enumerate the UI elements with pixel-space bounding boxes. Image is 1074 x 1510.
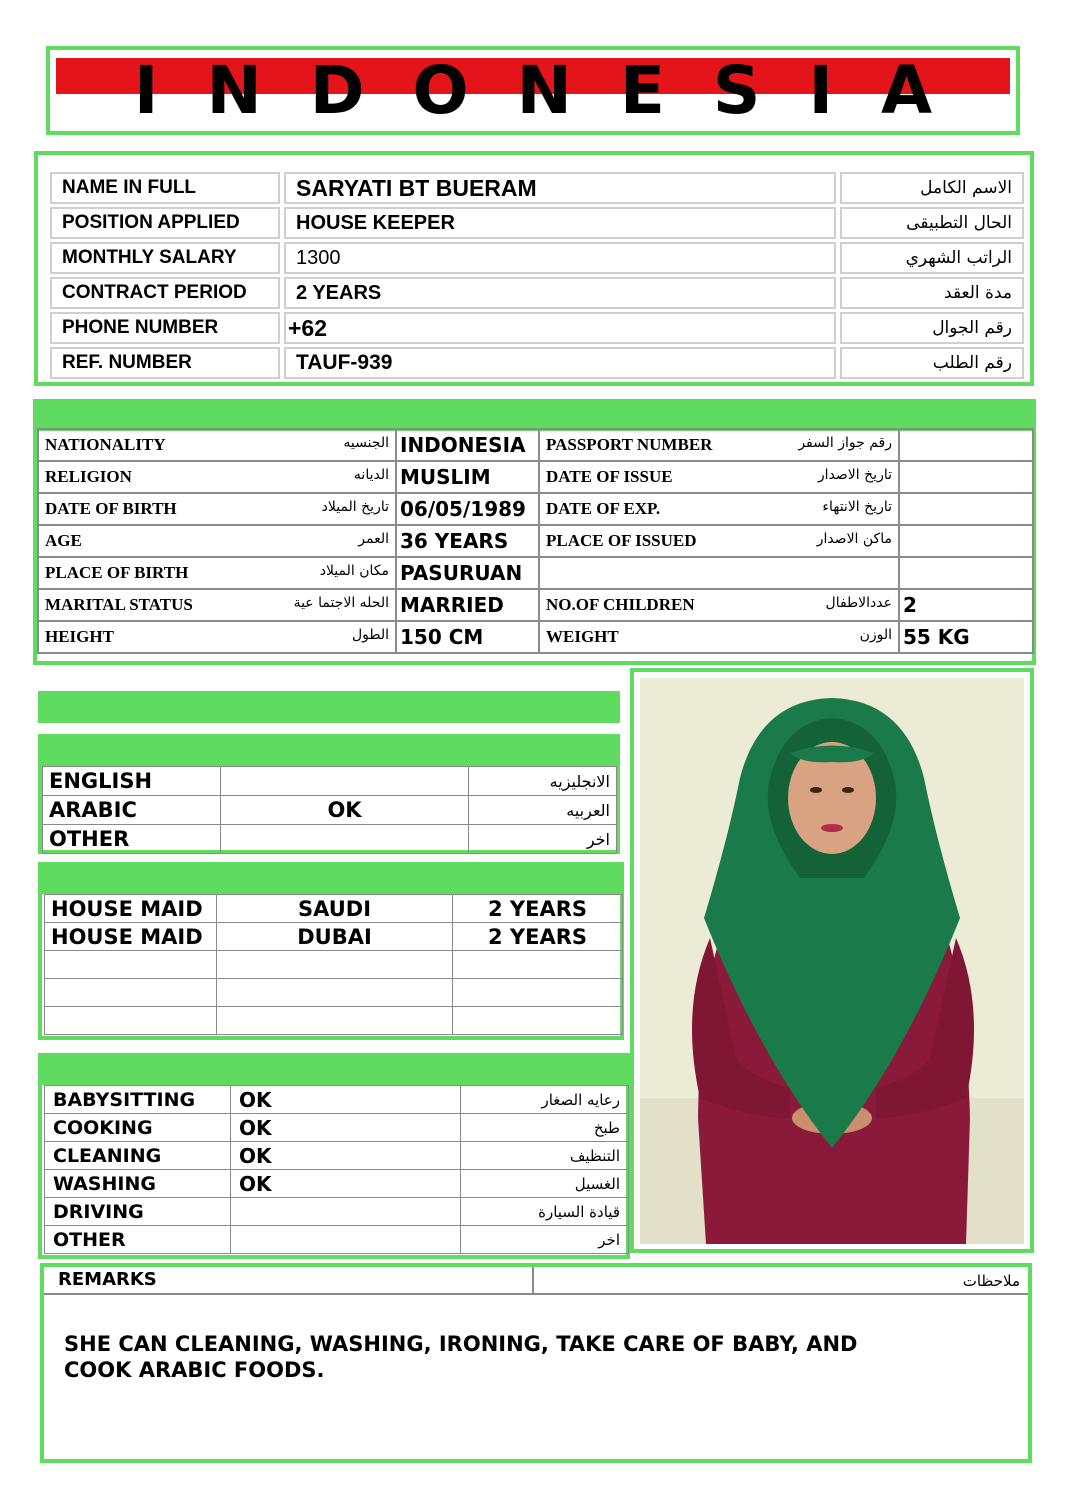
personal-label-ar: تاريخ الاصدار <box>817 467 892 483</box>
info-value-salary: 1300 <box>284 242 836 274</box>
info-value-phone: +62 <box>284 312 836 344</box>
personal-label: الوزن WEIGHT <box>539 621 899 653</box>
language-value <box>221 825 469 854</box>
personal-label <box>539 557 899 589</box>
info-value-name: SARYATI BT BUERAM <box>284 172 836 204</box>
skill-value <box>231 1198 461 1226</box>
skill-label-ar: الغسيل <box>461 1170 629 1198</box>
personal-label: ماكن الاصدار PLACE OF ISSUED <box>539 525 899 557</box>
experience-period <box>453 979 623 1007</box>
info-label-ar: رقم الطلب <box>840 347 1024 379</box>
info-label: CONTRACT PERIOD <box>50 277 280 309</box>
personal-label: تاريخ الانتهاء DATE OF EXP. <box>539 493 899 525</box>
personal-value: 2 <box>899 589 1033 621</box>
experience-period <box>453 1007 623 1035</box>
skill-label-ar: اخر <box>461 1226 629 1254</box>
skill-row <box>45 1170 629 1198</box>
remarks-label: REMARKS <box>44 1267 534 1295</box>
info-value-contract: 2 YEARS <box>284 277 836 309</box>
skill-label-ar: رعايه الصغار <box>461 1086 629 1114</box>
language-value <box>221 767 469 796</box>
language-label: OTHER <box>43 825 221 854</box>
languages-header-band <box>42 738 616 766</box>
languages-table <box>42 766 617 854</box>
personal-label-ar: الوزن <box>859 627 892 643</box>
experience-row <box>45 923 623 951</box>
personal-label-ar: الديانه <box>353 467 389 483</box>
skill-label: BABYSITTING <box>45 1086 231 1114</box>
experience-country <box>217 979 453 1007</box>
personal-value: 55 KG <box>899 621 1033 653</box>
personal-value: INDONESIA <box>396 429 539 461</box>
personal-row <box>38 429 1033 461</box>
personal-label-ar: رقم جواز السفر <box>798 435 892 451</box>
personal-label: العمر AGE <box>38 525 396 557</box>
personal-label-ar: الجنسيه <box>343 435 389 451</box>
experience-table <box>44 894 623 1035</box>
personal-row <box>38 589 1033 621</box>
experience-row <box>45 895 623 923</box>
main-info-section <box>34 151 1034 386</box>
experience-position <box>45 1007 217 1035</box>
personal-row <box>38 525 1033 557</box>
personal-label: تاريخ الميلاد DATE OF BIRTH <box>38 493 396 525</box>
skill-label-ar: التنظيف <box>461 1142 629 1170</box>
personal-label-ar: الطول <box>351 627 389 643</box>
experience-position <box>45 951 217 979</box>
remarks-line: COOK ARABIC FOODS. <box>64 1358 325 1382</box>
personal-value <box>899 493 1033 525</box>
experience-country <box>217 1007 453 1035</box>
country-title: INDONESIA <box>133 52 981 129</box>
language-row <box>43 825 617 854</box>
language-row <box>43 796 617 825</box>
personal-value <box>899 461 1033 493</box>
personal-value <box>899 525 1033 557</box>
experience-period: 2 YEARS <box>453 895 623 923</box>
personal-label-ar: ماكن الاصدار <box>816 531 892 547</box>
info-label: NAME IN FULL <box>50 172 280 204</box>
info-label: POSITION APPLIED <box>50 207 280 239</box>
skill-label: DRIVING <box>45 1198 231 1226</box>
language-label-ar: العربيه <box>469 796 617 825</box>
skill-label: CLEANING <box>45 1142 231 1170</box>
personal-table <box>37 428 1034 654</box>
experience-position: HOUSE MAID <box>45 923 217 951</box>
personal-row <box>38 621 1033 653</box>
personal-label: الطول HEIGHT <box>38 621 396 653</box>
info-label-ar: الاسم الكامل <box>840 172 1024 204</box>
info-label: REF. NUMBER <box>50 347 280 379</box>
experience-section <box>38 862 624 1040</box>
personal-label: رقم جواز السفر PASSPORT NUMBER <box>539 429 899 461</box>
info-label-ar: مدة العقد <box>840 277 1024 309</box>
info-value-position: HOUSE KEEPER <box>284 207 836 239</box>
experience-position <box>45 979 217 1007</box>
personal-value <box>899 429 1033 461</box>
language-label-ar: الانجليزيه <box>469 767 617 796</box>
skills-section <box>38 1053 630 1259</box>
personal-label-ar: الحله الاجتما عية <box>293 595 389 611</box>
skill-value <box>231 1226 461 1254</box>
education-band <box>38 691 620 723</box>
skill-value: OK <box>231 1114 461 1142</box>
personal-row <box>38 493 1033 525</box>
experience-country: DUBAI <box>217 923 453 951</box>
languages-section <box>38 734 620 854</box>
personal-label-ar: تاريخ الميلاد <box>321 499 389 515</box>
experience-row <box>45 979 623 1007</box>
info-label: MONTHLY SALARY <box>50 242 280 274</box>
personal-label: الجنسيه NATIONALITY <box>38 429 396 461</box>
language-label: ARABIC <box>43 796 221 825</box>
skill-value: OK <box>231 1170 461 1198</box>
photo-frame <box>630 668 1034 1253</box>
skill-label-ar: طبخ <box>461 1114 629 1142</box>
experience-country: SAUDI <box>217 895 453 923</box>
personal-label: الحله الاجتما عية MARITAL STATUS <box>38 589 396 621</box>
info-row-name <box>50 172 1024 204</box>
personal-label: تاريخ الاصدار DATE OF ISSUE <box>539 461 899 493</box>
info-label: PHONE NUMBER <box>50 312 280 344</box>
info-label-ar: الحال التطبيقى <box>840 207 1024 239</box>
info-row-salary <box>50 242 1024 274</box>
experience-period: 2 YEARS <box>453 923 623 951</box>
main-info-table <box>46 169 1028 382</box>
skill-value: OK <box>231 1142 461 1170</box>
skill-row <box>45 1086 629 1114</box>
country-banner <box>46 46 1020 135</box>
personal-header-band <box>33 399 1036 431</box>
skill-row <box>45 1226 629 1254</box>
skill-value: OK <box>231 1086 461 1114</box>
personal-value: 06/05/1989 <box>396 493 539 525</box>
personal-label-ar: مكان الميلاد <box>319 563 389 579</box>
info-label-ar: الراتب الشهري <box>840 242 1024 274</box>
skill-label: OTHER <box>45 1226 231 1254</box>
skills-header-band <box>42 1057 626 1085</box>
personal-row <box>38 557 1033 589</box>
personal-value: MARRIED <box>396 589 539 621</box>
remarks-label-ar: ملاحظات <box>534 1267 1028 1295</box>
personal-value: PASURUAN <box>396 557 539 589</box>
skill-label-ar: قيادة السيارة <box>461 1198 629 1226</box>
experience-country <box>217 951 453 979</box>
experience-row <box>45 951 623 979</box>
language-row <box>43 767 617 796</box>
applicant-photo-illustration <box>640 678 1024 1244</box>
remarks-section <box>40 1263 1032 1463</box>
personal-label-ar: تاريخ الانتهاء <box>822 499 892 515</box>
personal-label: الديانه RELIGION <box>38 461 396 493</box>
info-label-ar: رقم الجوال <box>840 312 1024 344</box>
personal-section <box>33 428 1036 665</box>
language-label: ENGLISH <box>43 767 221 796</box>
applicant-photo <box>640 678 1024 1244</box>
personal-label-ar: عددالاطفال <box>825 595 892 611</box>
skill-row <box>45 1198 629 1226</box>
remarks-header <box>44 1267 1028 1295</box>
language-value: OK <box>221 796 469 825</box>
skills-table <box>44 1085 629 1254</box>
personal-value: 150 CM <box>396 621 539 653</box>
info-value-ref: TAUF-939 <box>284 347 836 379</box>
personal-label-ar: العمر <box>358 531 389 547</box>
language-label-ar: اخر <box>469 825 617 854</box>
info-row-phone <box>50 312 1024 344</box>
skill-label: COOKING <box>45 1114 231 1142</box>
info-row-contract <box>50 277 1024 309</box>
personal-value: 36 YEARS <box>396 525 539 557</box>
personal-label: عددالاطفال NO.OF CHILDREN <box>539 589 899 621</box>
remarks-text <box>64 1331 884 1383</box>
skill-label: WASHING <box>45 1170 231 1198</box>
experience-position: HOUSE MAID <box>45 895 217 923</box>
personal-label: مكان الميلاد PLACE OF BIRTH <box>38 557 396 589</box>
skill-row <box>45 1142 629 1170</box>
info-row-position <box>50 207 1024 239</box>
personal-value <box>899 557 1033 589</box>
experience-row <box>45 1007 623 1035</box>
info-row-ref <box>50 347 1024 379</box>
experience-period <box>453 951 623 979</box>
remarks-line: SHE CAN CLEANING, WASHING, IRONING, TAKE CARE OF BABY, AND <box>64 1332 858 1356</box>
experience-header-band <box>42 866 620 894</box>
personal-value: MUSLIM <box>396 461 539 493</box>
personal-row <box>38 461 1033 493</box>
skill-row <box>45 1114 629 1142</box>
